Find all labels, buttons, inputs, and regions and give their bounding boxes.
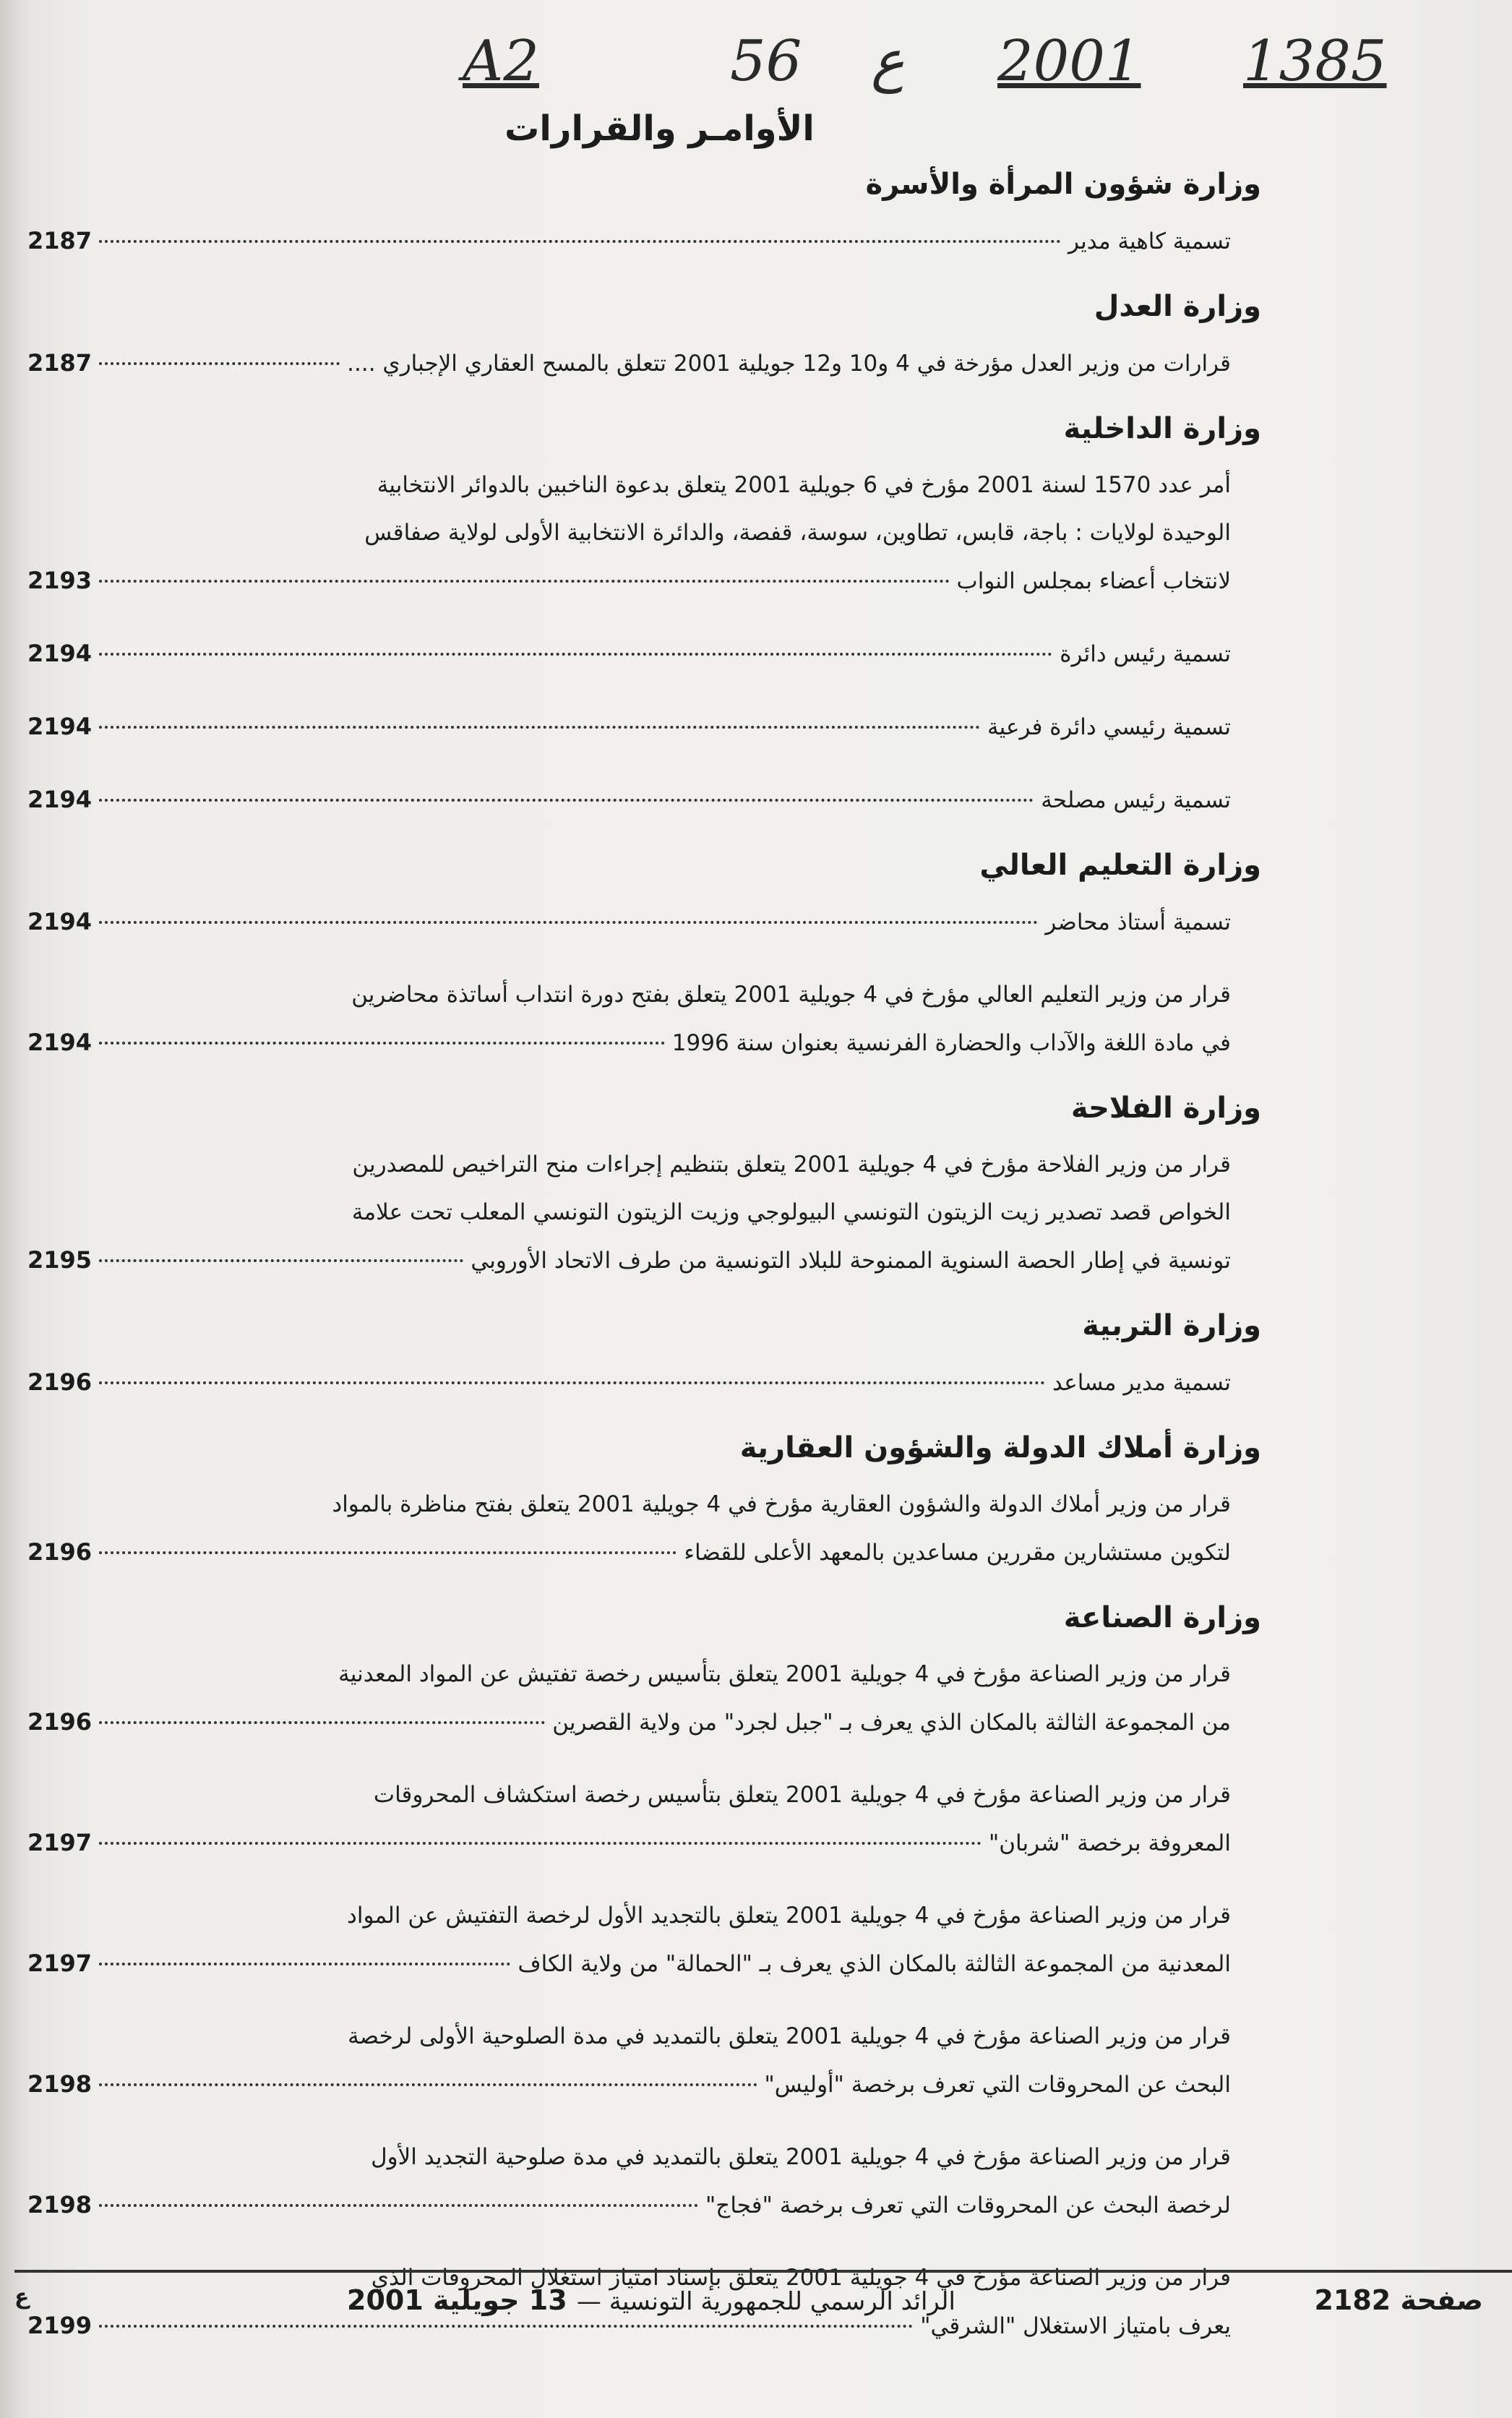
section-heading: وزارة الصناعة <box>1063 1601 1261 1634</box>
toc-entry-line: قرار من وزير الصناعة مؤرخ في 4 جويلية 2001 يتعلق بتأسيس رخصة تفتيش عن المواد المعدنية <box>338 1661 1231 1687</box>
toc-entry-text: المعروفة برخصة "شربان" <box>989 1830 1231 1856</box>
page-footer <box>14 2284 1512 2328</box>
toc-entry-text: في مادة اللغة والآداب والحضارة الفرنسية بعنوان سنة 1996 <box>671 1030 1231 1056</box>
toc-entry-last-line <box>27 630 1231 678</box>
toc-page-number: 2187 <box>27 349 93 377</box>
toc-entry-text: لتكوين مستشارين مقررين مساعدين بالمعهد الأعلى للقضاء <box>684 1540 1231 1566</box>
toc-entry-text: تسمية مدير مساعد <box>1052 1370 1231 1396</box>
toc-entry <box>27 461 1261 605</box>
toc-entry-line: أمر عدد 1570 لسنة 2001 مؤرخ في 6 جويلية 2001 يتعلق بدعوة الناخبين بالدوائر الانتخابية <box>377 472 1231 498</box>
section-heading: وزارة الفلاحة <box>1070 1092 1261 1125</box>
toc-sections <box>27 168 1261 2350</box>
toc-page-number: 2197 <box>27 1829 93 1856</box>
toc-entry-text: يعرف بامتياز الاستغلال "الشرقي" <box>920 2313 1231 2339</box>
handwritten-number: 1385 <box>1243 29 1387 94</box>
section-heading: وزارة التعليم العالي <box>979 849 1261 882</box>
toc-entry-last-line <box>27 1819 1231 1867</box>
toc-page-number: 2196 <box>27 1708 93 1736</box>
toc-entry-last-line <box>27 2181 1231 2229</box>
section-heading: وزارة شؤون المرأة والأسرة <box>865 168 1261 201</box>
toc-page-number: 2196 <box>27 1538 93 1566</box>
toc-entry-last-line <box>27 1358 1231 1407</box>
toc-page-number: 2194 <box>27 640 93 667</box>
footer-edge-mark: ع <box>14 2284 30 2310</box>
toc-entry <box>27 1892 1261 1988</box>
toc-entry <box>27 1771 1261 1867</box>
dot-leader <box>99 240 1061 243</box>
toc-entry-last-line <box>27 1019 1231 1067</box>
footer-page-label <box>1314 2284 1483 2316</box>
toc-entry <box>27 2133 1261 2229</box>
dot-leader <box>99 921 1038 924</box>
dot-leader <box>99 1842 981 1845</box>
toc-entry-line: الخواص قصد تصدير زيت الزيتون التونسي البيولوجي وزيت الزيتون التونسي المعلب تحت علامة <box>351 1199 1231 1225</box>
footer-page-number: 2182 <box>1314 2284 1391 2316</box>
toc-page-number: 2198 <box>27 2070 93 2098</box>
section-heading: وزارة الداخلية <box>1063 412 1261 445</box>
toc-entry-text: تسمية رئيسي دائرة فرعية <box>987 714 1231 740</box>
dot-leader <box>99 1042 665 1045</box>
dot-leader <box>99 653 1052 656</box>
dot-leader <box>99 580 949 583</box>
toc-entry-text: تسمية أستاذ محاضر <box>1045 909 1231 935</box>
toc-entry <box>27 971 1261 1067</box>
toc-entry-last-line <box>27 2060 1231 2109</box>
toc-page-number: 2194 <box>27 786 93 813</box>
toc-page-number: 2194 <box>27 713 93 740</box>
footer-page-word: صفحة <box>1400 2284 1483 2316</box>
dot-leader <box>99 799 1034 802</box>
toc-page-number: 2194 <box>27 908 93 935</box>
toc-page-number: 2197 <box>27 1950 93 1977</box>
page-title: الأوامـر والقرارات <box>504 108 815 149</box>
toc-entry <box>27 217 1261 265</box>
footer-journal <box>347 2284 955 2316</box>
section-heading: وزارة العدل <box>1094 290 1261 323</box>
handwritten-ref-a: A2 <box>463 29 539 94</box>
footer-journal-name: الرائد الرسمي للجمهورية التونسية — <box>576 2287 955 2316</box>
toc-page-number: 2199 <box>27 2312 93 2339</box>
toc-entry <box>27 1358 1261 1407</box>
dot-leader <box>99 2083 757 2086</box>
toc-entry-last-line <box>27 776 1231 824</box>
toc-entry <box>27 1650 1261 1746</box>
toc-entry <box>27 1141 1261 1285</box>
handwritten-ref-c: ع <box>871 29 905 94</box>
toc-entry-last-line <box>27 557 1231 605</box>
toc-entry-line: قرار من وزير الصناعة مؤرخ في 4 جويلية 2001 يتعلق بإسناد امتياز استغلال المحروقات الذي <box>371 2265 1231 2291</box>
toc-page-number: 2198 <box>27 2191 93 2218</box>
toc-entry-line: قرار من وزير الصناعة مؤرخ في 4 جويلية 2001 يتعلق بتأسيس رخصة استكشاف المحروقات <box>373 1782 1231 1808</box>
toc-entry-last-line <box>27 898 1231 946</box>
dot-leader <box>99 1551 676 1554</box>
table-of-contents <box>27 108 1261 2375</box>
dot-leader <box>99 1963 510 1965</box>
toc-entry-last-line <box>27 217 1231 265</box>
toc-entry-text: لانتخاب أعضاء بمجلس النواب <box>956 568 1231 594</box>
toc-entry <box>27 776 1261 824</box>
toc-entry-line: قرار من وزير أملاك الدولة والشؤون العقارية مؤرخ في 4 جويلية 2001 يتعلق بفتح مناظرة بالمواد <box>332 1491 1231 1517</box>
dot-leader <box>99 362 340 365</box>
toc-page-number: 2194 <box>27 1029 93 1056</box>
toc-entry-last-line <box>27 339 1231 387</box>
handwritten-annotations <box>0 22 1512 123</box>
toc-entry <box>27 1480 1261 1577</box>
handwritten-ref-b: 56 <box>730 29 802 94</box>
toc-entry <box>27 898 1261 946</box>
footer-date: 13 جويلية 2001 <box>347 2284 567 2316</box>
footer-divider <box>14 2270 1512 2273</box>
dot-leader <box>99 2204 698 2207</box>
toc-entry-text: من المجموعة الثالثة بالمكان الذي يعرف بـ "جبل لجرد" من ولاية القصرين <box>552 1710 1231 1736</box>
dot-leader <box>99 1381 1045 1384</box>
handwritten-year: 2001 <box>997 29 1141 94</box>
toc-entry-line: الوحيدة لولايات : باجة، قابس، تطاوين، سوسة، قفصة، والدائرة الانتخابية الأولى لولاية صفاقس <box>364 520 1231 546</box>
toc-entry-text: قرارات من وزير العدل مؤرخة في 4 و10 و12 جويلية 2001 تتعلق بالمسح العقاري الإجباري .... <box>347 351 1231 377</box>
toc-entry-text: تونسية في إطار الحصة السنوية الممنوحة للبلاد التونسية من طرف الاتحاد الأوروبي <box>471 1248 1231 1274</box>
toc-page-number: 2193 <box>27 567 93 594</box>
toc-entry-last-line <box>27 1528 1231 1577</box>
toc-entry-last-line <box>27 1939 1231 1988</box>
dot-leader <box>99 726 980 729</box>
toc-entry-line: قرار من وزير الصناعة مؤرخ في 4 جويلية 2001 يتعلق بالتمديد في مدة الصلوحية الأولى لرخصة <box>348 2023 1231 2049</box>
toc-entry <box>27 2012 1261 2109</box>
dot-leader <box>99 1721 545 1724</box>
toc-entry-text: تسمية رئيس دائرة <box>1060 641 1231 667</box>
toc-page-number: 2195 <box>27 1246 93 1274</box>
toc-entry-line: قرار من وزير الصناعة مؤرخ في 4 جويلية 2001 يتعلق بالتجديد الأول لرخصة التفتيش عن المواد <box>347 1903 1231 1929</box>
section-heading: وزارة أملاك الدولة والشؤون العقارية <box>739 1431 1261 1465</box>
toc-entry-line: قرار من وزير الفلاحة مؤرخ في 4 جويلية 2001 يتعلق بتنظيم إجراءات منح التراخيص للمصدرين <box>352 1152 1231 1178</box>
toc-entry-text: المعدنية من المجموعة الثالثة بالمكان الذي يعرف بـ "الحمالة" من ولاية الكاف <box>517 1951 1231 1977</box>
toc-entry-text: تسمية رئيس مصلحة <box>1041 787 1231 813</box>
toc-entry <box>27 630 1261 678</box>
dot-leader <box>99 1259 463 1262</box>
section-heading: وزارة التربية <box>1082 1309 1261 1342</box>
toc-page-number: 2196 <box>27 1368 93 1396</box>
toc-page-number: 2187 <box>27 227 93 254</box>
toc-entry-line: قرار من وزير التعليم العالي مؤرخ في 4 جويلية 2001 يتعلق بفتح دورة انتداب أساتذة محاضرين <box>351 982 1231 1008</box>
toc-entry <box>27 339 1261 387</box>
toc-entry-text: لرخصة البحث عن المحروقات التي تعرف برخصة "فجاج" <box>705 2192 1231 2218</box>
toc-entry-last-line <box>27 1698 1231 1746</box>
toc-entry <box>27 703 1261 751</box>
toc-entry-text: البحث عن المحروقات التي تعرف برخصة "أوليس" <box>764 2072 1231 2098</box>
toc-entry-line: قرار من وزير الصناعة مؤرخ في 4 جويلية 2001 يتعلق بالتمديد في مدة صلوحية التجديد الأول <box>371 2144 1231 2170</box>
toc-entry-last-line <box>27 703 1231 751</box>
toc-entry-text: تسمية كاهية مدير <box>1068 228 1231 254</box>
toc-entry-last-line <box>27 1236 1231 1285</box>
